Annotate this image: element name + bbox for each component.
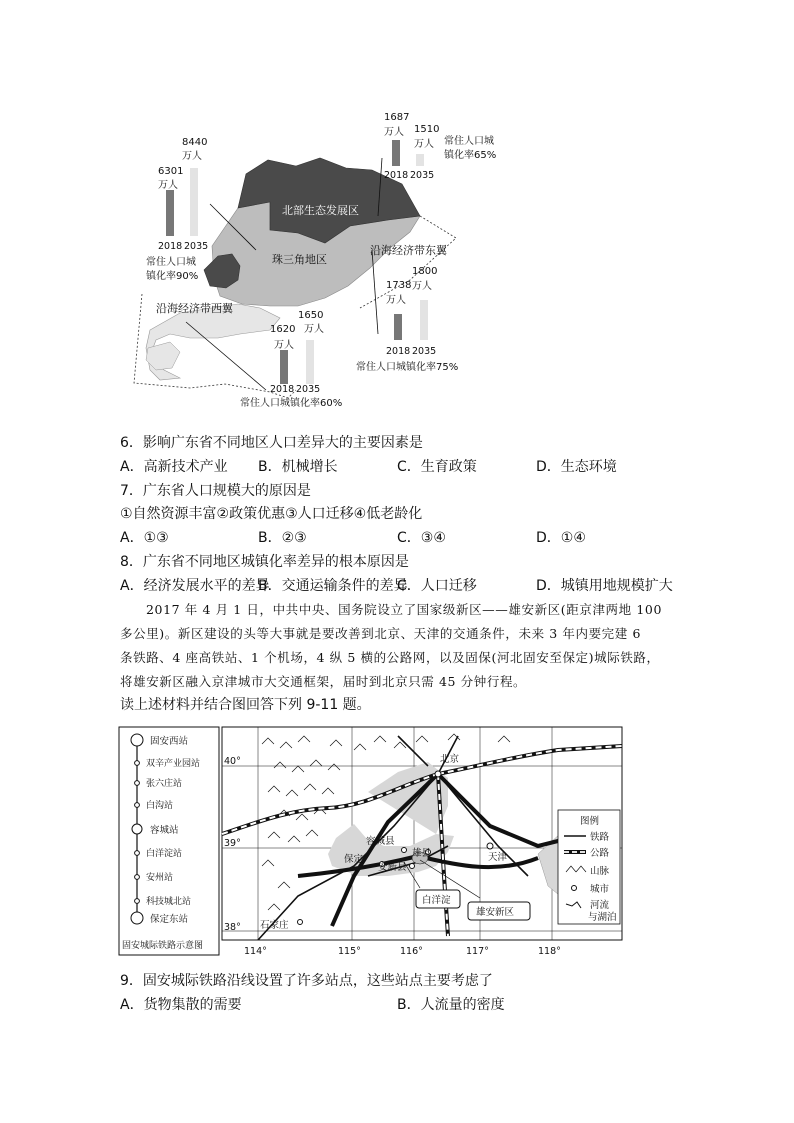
q9-option-a: A．货物集散的需要 xyxy=(120,997,242,1013)
east-region-label: 沿海经济带东翼 xyxy=(370,244,447,257)
city-shijiazhuang: 石家庄 xyxy=(260,920,289,931)
east-year-2035: 2035 xyxy=(412,346,437,357)
prd-value-2035: 8440 xyxy=(182,137,208,148)
q7-option-a: A．①③ xyxy=(120,530,169,546)
lon-114: 114° xyxy=(244,946,267,957)
q9-stem: 9．固安城际铁路沿线设置了许多站点，这些站点主要考虑了 xyxy=(120,973,493,989)
station-7: 科技城北站 xyxy=(146,897,192,907)
west-region-label: 沿海经济带西翼 xyxy=(156,302,233,315)
north-unit-2018: 万人 xyxy=(384,127,404,138)
lon-118: 118° xyxy=(538,946,561,957)
west-unit-2035: 万人 xyxy=(304,324,324,335)
west-year-2035: 2035 xyxy=(296,384,321,395)
city-xiongxian: 雄县 xyxy=(412,848,432,859)
prd-unit-2018: 万人 xyxy=(158,180,178,191)
station-4: 容城站 xyxy=(150,825,179,836)
q8-option-a: A．经济发展水平的差异 xyxy=(120,578,270,594)
prd-bar-2035 xyxy=(190,168,198,236)
west-bar-2018 xyxy=(280,350,288,384)
lon-117: 117° xyxy=(466,946,489,957)
lon-115: 115° xyxy=(338,946,361,957)
passage-line-2: 多公里)。新区建设的头等大事就是要改善到北京、天津的交通条件，未来 3 年内要完建 6 xyxy=(120,626,642,641)
q8-stem: 8．广东省不同地区城镇化率差异的根本原因是 xyxy=(120,554,409,570)
q7-option-c: C．③④ xyxy=(397,530,446,546)
prd-region-label: 珠三角地区 xyxy=(272,253,327,266)
q6-option-c: C．生育政策 xyxy=(397,459,477,475)
north-bar-2035 xyxy=(416,154,424,166)
q9-option-b: B．人流量的密度 xyxy=(397,997,505,1013)
city-rongcheng: 容城县 xyxy=(366,836,395,847)
q6-option-a: A．高新技术产业 xyxy=(120,459,228,475)
prd-bar-2018 xyxy=(166,190,174,236)
q7-option-d: D．①④ xyxy=(536,530,586,546)
instruction: 读上述材料并结合图回答下列 9-11 题。 xyxy=(120,697,371,713)
legend-title: 图例 xyxy=(580,816,600,827)
north-bar-2018 xyxy=(392,140,400,166)
passage-line-4: 将雄安新区融入京津城市大交通框架，届时到北京只需 45 分钟行程。 xyxy=(120,674,527,689)
callout-xiongan: 雄安新区 xyxy=(476,907,515,918)
station-3: 白沟站 xyxy=(146,801,174,811)
q7-option-b: B．②③ xyxy=(258,530,307,546)
station-1: 双辛产业园站 xyxy=(146,759,201,769)
west-unit-2018: 万人 xyxy=(274,340,294,351)
north-value-2035: 1510 xyxy=(414,124,440,135)
station-2: 张六庄站 xyxy=(146,779,183,789)
callout-baiyangdian: 白洋淀 xyxy=(422,895,451,906)
city-beijing: 北京 xyxy=(440,754,460,765)
east-value-2018: 1738 xyxy=(386,280,412,291)
legend-river-line2: 与湖泊 xyxy=(588,912,617,923)
prd-year-2018: 2018 xyxy=(158,241,183,252)
east-unit-2035: 万人 xyxy=(412,281,432,292)
west-value-2035: 1650 xyxy=(298,310,324,321)
legend-highway: 公路 xyxy=(590,848,610,859)
railway-caption: 固安城际铁路示意图 xyxy=(122,941,204,951)
station-5: 白洋淀站 xyxy=(146,849,183,859)
east-year-2018: 2018 xyxy=(386,346,411,357)
north-rate-line2: 镇化率65% xyxy=(444,150,497,161)
city-anxin: 安新县 xyxy=(378,862,407,873)
east-unit-2018: 万人 xyxy=(386,295,406,306)
legend-box xyxy=(558,810,620,924)
station-8: 保定东站 xyxy=(150,914,189,925)
north-region-label: 北部生态发展区 xyxy=(282,204,359,217)
prd-year-2035: 2035 xyxy=(184,241,209,252)
q7-statements: ①自然资源丰富②政策优惠③人口迁移④低老龄化 xyxy=(120,506,423,522)
north-year-2018: 2018 xyxy=(384,170,409,181)
legend-railway: 铁路 xyxy=(590,832,610,843)
xiongan-transport-map xyxy=(118,726,624,958)
west-value-2018: 1620 xyxy=(270,324,296,335)
west-rate: 常住人口城镇化率60% xyxy=(240,398,343,409)
legend-city: 城市 xyxy=(590,884,610,895)
q8-option-c: C．人口迁移 xyxy=(397,578,477,594)
prd-rate-line2: 镇化率90% xyxy=(146,271,199,282)
north-unit-2035: 万人 xyxy=(414,139,434,150)
q8-option-b: B．交通运输条件的差异 xyxy=(258,578,408,594)
passage-line-3: 条铁路、4 座高铁站、1 个机场，4 纵 5 横的公路网，以及固保(河北固安至保定)城际铁路， xyxy=(120,650,660,665)
station-0: 固安西站 xyxy=(150,736,189,747)
north-rate-line1: 常住人口城 xyxy=(444,136,494,147)
prd-unit-2035: 万人 xyxy=(182,151,202,162)
east-value-2035: 1800 xyxy=(412,266,438,277)
city-baoding: 保定 xyxy=(344,854,364,865)
q7-stem: 7．广东省人口规模大的原因是 xyxy=(120,483,311,499)
north-value-2018: 1687 xyxy=(384,112,410,123)
north-year-2035: 2035 xyxy=(410,170,435,181)
lat-38: 38° xyxy=(224,922,241,933)
legend-mountain: 山脉 xyxy=(590,866,610,877)
q6-option-b: B．机械增长 xyxy=(258,459,338,475)
legend-river-line1: 河流 xyxy=(590,900,610,911)
west-year-2018: 2018 xyxy=(270,384,295,395)
prd-rate-line1: 常住人口城 xyxy=(146,257,196,268)
east-bar-2035 xyxy=(420,300,428,340)
lat-40: 40° xyxy=(224,756,241,767)
lon-116: 116° xyxy=(400,946,423,957)
lat-39: 39° xyxy=(224,838,241,849)
q6-stem: 6．影响广东省不同地区人口差异大的主要因素是 xyxy=(120,435,423,451)
station-6: 安州站 xyxy=(146,873,174,883)
east-bar-2018 xyxy=(394,314,402,340)
q8-option-d: D．城镇用地规模扩大 xyxy=(536,578,673,594)
prd-value-2018: 6301 xyxy=(158,166,184,177)
east-rate: 常住人口城镇化率75% xyxy=(356,362,459,373)
passage-line-1: 2017 年 4 月 1 日，中共中央、国务院设立了国家级新区——雄安新区(距京津两地 100 xyxy=(146,602,662,617)
west-bar-2035 xyxy=(306,340,314,384)
guangdong-population-map xyxy=(120,108,497,413)
q6-option-d: D．生态环境 xyxy=(536,459,617,475)
city-tianjin: 天津 xyxy=(488,852,508,863)
